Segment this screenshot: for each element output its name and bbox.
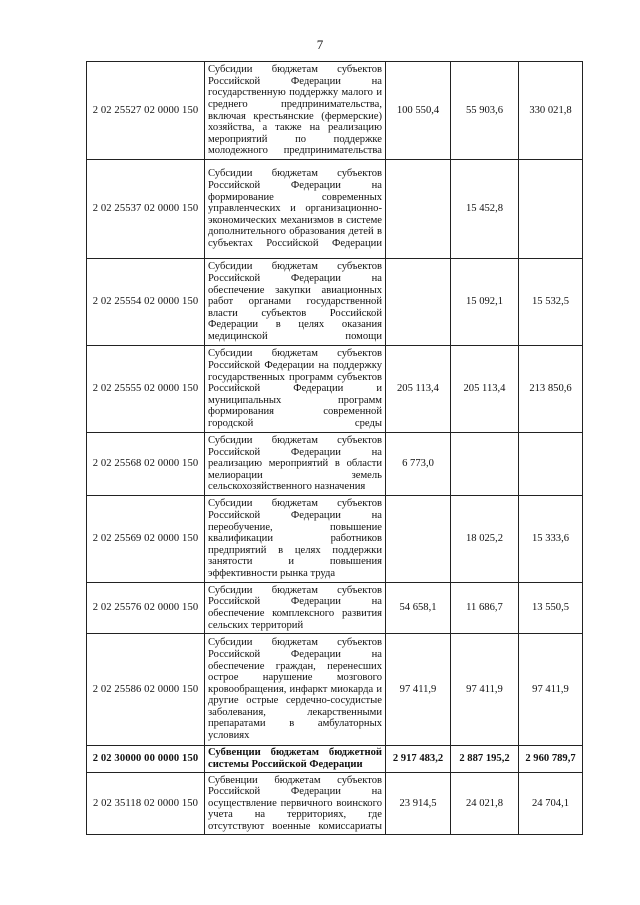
- amount-year-2: 15 092,1: [451, 259, 519, 346]
- amount-year-1: [386, 259, 451, 346]
- amount-year-3: 330 021,8: [519, 62, 583, 160]
- budget-table: [86, 61, 583, 835]
- table-row: [87, 259, 583, 346]
- row-description: Субсидии бюджетам субъектов Российской Федерации на формирование современных управленческих и организационно-экономических механизмов в системе дополнительного образования детей в субъектах Российской Федерации: [205, 160, 386, 259]
- table-row: [87, 773, 583, 835]
- table-row: [87, 634, 583, 746]
- budget-code: 2 02 25569 02 0000 150: [87, 496, 205, 583]
- amount-year-1: 2 917 483,2: [386, 746, 451, 773]
- budget-code: 2 02 30000 00 0000 150: [87, 746, 205, 773]
- row-description: Субсидии бюджетам субъектов Российской Федерации на обеспечение граждан, перенесших острое нарушение мозгового кровообращения, инфаркт миокарда и другие острые сердечно-сосудистые заболевания, лекарственными препаратами в амбулаторных условиях: [205, 634, 386, 746]
- amount-year-2: 15 452,8: [451, 160, 519, 259]
- amount-year-1: 23 914,5: [386, 773, 451, 835]
- amount-year-2: [451, 433, 519, 496]
- page-number: 7: [316, 37, 324, 52]
- row-description: Субвенции бюджетам бюджетной системы Российской Федерации: [205, 746, 386, 773]
- amount-year-1: 100 550,4: [386, 62, 451, 160]
- table-row: [87, 160, 583, 259]
- amount-year-2: 11 686,7: [451, 583, 519, 634]
- amount-year-3: 97 411,9: [519, 634, 583, 746]
- table-row: [87, 433, 583, 496]
- amount-year-3: [519, 160, 583, 259]
- row-description: Субсидии бюджетам субъектов Российской Федерации на государственную поддержку малого и среднего предпринимательства, включая крестьянские (фермерские) хозяйства, а также на реализацию мероприятий по поддержке молодежного предпринимательства: [205, 62, 386, 160]
- row-description: Субвенции бюджетам субъектов Российской Федерации на осуществление первичного воинского учета на территориях, где отсутствуют военные комиссариаты: [205, 773, 386, 835]
- budget-code: 2 02 25555 02 0000 150: [87, 346, 205, 433]
- budget-code: 2 02 35118 02 0000 150: [87, 773, 205, 835]
- table-row: [87, 346, 583, 433]
- amount-year-3: 24 704,1: [519, 773, 583, 835]
- table-row: [87, 496, 583, 583]
- amount-year-2: 97 411,9: [451, 634, 519, 746]
- row-description: Субсидии бюджетам субъектов Российской Федерации на переобучение, повышение квалификации работников предприятий в целях поддержки занятости и повышения эффективности рынка труда: [205, 496, 386, 583]
- amount-year-1: 54 658,1: [386, 583, 451, 634]
- table-row: [87, 583, 583, 634]
- budget-code: 2 02 25568 02 0000 150: [87, 433, 205, 496]
- budget-code: 2 02 25537 02 0000 150: [87, 160, 205, 259]
- amount-year-3: 15 532,5: [519, 259, 583, 346]
- amount-year-2: 205 113,4: [451, 346, 519, 433]
- amount-year-3: 15 333,6: [519, 496, 583, 583]
- budget-code: 2 02 25554 02 0000 150: [87, 259, 205, 346]
- amount-year-3: 13 550,5: [519, 583, 583, 634]
- amount-year-2: 18 025,2: [451, 496, 519, 583]
- row-description: Субсидии бюджетам субъектов Российской Федерации на реализацию мероприятий в области мелиорации земель сельскохозяйственного назначения: [205, 433, 386, 496]
- row-description: Субсидии бюджетам субъектов Российской Федерации на поддержку государственных программ субъектов Российской Федерации и муниципальных программ формирования современной городской среды: [205, 346, 386, 433]
- row-description: Субсидии бюджетам субъектов Российской Федерации на обеспечение закупки авиационных работ органами государственной власти субъектов Российской Федерации в целях оказания медицинской помощи: [205, 259, 386, 346]
- amount-year-1: [386, 160, 451, 259]
- amount-year-3: 213 850,6: [519, 346, 583, 433]
- amount-year-1: 97 411,9: [386, 634, 451, 746]
- amount-year-2: 55 903,6: [451, 62, 519, 160]
- amount-year-1: 6 773,0: [386, 433, 451, 496]
- table-row-total: [87, 746, 583, 773]
- amount-year-2: 24 021,8: [451, 773, 519, 835]
- amount-year-1: [386, 496, 451, 583]
- budget-code: 2 02 25527 02 0000 150: [87, 62, 205, 160]
- amount-year-1: 205 113,4: [386, 346, 451, 433]
- amount-year-3: 2 960 789,7: [519, 746, 583, 773]
- row-description: Субсидии бюджетам субъектов Российской Федерации на обеспечение комплексного развития сельских территорий: [205, 583, 386, 634]
- amount-year-3: [519, 433, 583, 496]
- table-row: [87, 62, 583, 160]
- budget-code: 2 02 25576 02 0000 150: [87, 583, 205, 634]
- budget-code: 2 02 25586 02 0000 150: [87, 634, 205, 746]
- amount-year-2: 2 887 195,2: [451, 746, 519, 773]
